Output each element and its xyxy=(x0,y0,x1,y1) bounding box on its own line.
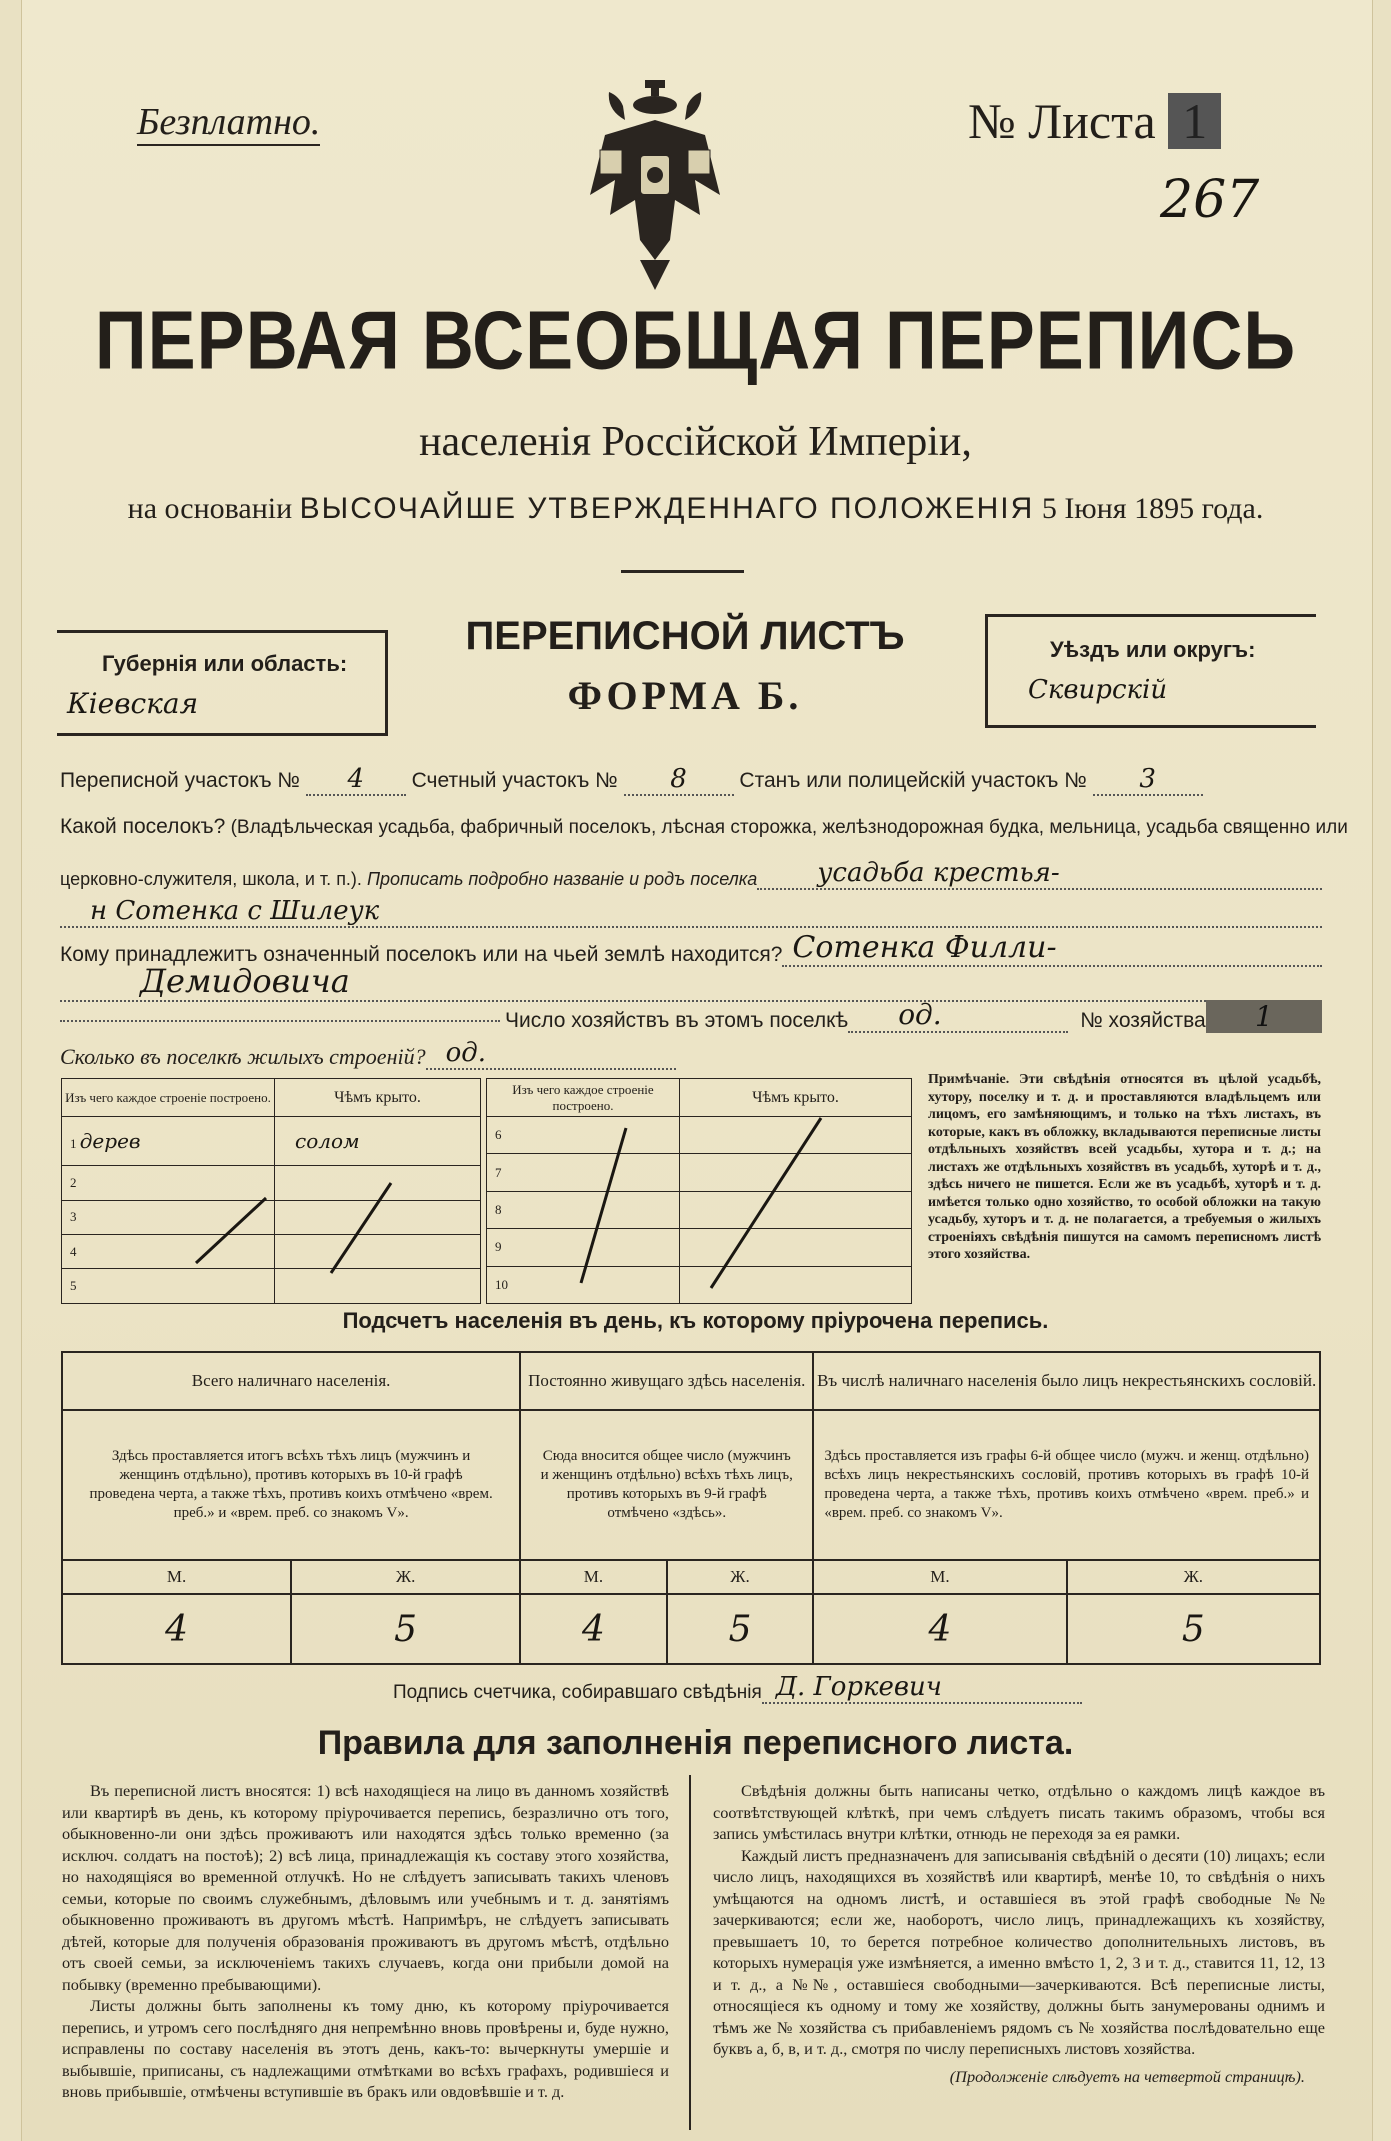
roof-cell[interactable] xyxy=(275,1166,481,1200)
row-number: 6 xyxy=(487,1117,680,1154)
basis-prefix: на основаніи xyxy=(127,492,293,525)
buildings-field[interactable]: од. xyxy=(426,1038,676,1070)
population-sex-row xyxy=(62,1560,1320,1594)
households-row xyxy=(505,998,1322,1033)
signature-row xyxy=(393,1672,1082,1704)
non-peasant-female-value[interactable]: 5 xyxy=(1067,1594,1320,1664)
female-label: Ж. xyxy=(291,1560,520,1594)
table-row xyxy=(62,1166,481,1200)
row-number: 5 xyxy=(62,1269,275,1304)
dotted-line xyxy=(60,1020,500,1022)
buildings-row xyxy=(60,1038,676,1070)
row-number: 4 xyxy=(62,1234,275,1268)
row-number: 7 xyxy=(487,1154,680,1191)
rules-paragraph: Свѣдѣнія должны быть написаны четко, отдѣльно о каждомъ лицѣ каждое въ соотвѣтствующей клѣткѣ, при чемъ слѣдуетъ писать такимъ образомъ, чтобы вся запись умѣстилась внутри клѣтки, отнюдь не переходя за ея рамки. xyxy=(713,1781,1325,1843)
continued-note: (Продолженіе слѣдуетъ на четвертой страницѣ). xyxy=(949,2066,1305,2086)
material-header: Изъ чего каждое строеніе построено. xyxy=(62,1079,275,1117)
row-number: 3 xyxy=(62,1200,275,1234)
table-row xyxy=(62,1269,481,1304)
document-subtitle: населенія Россійской Имперіи, xyxy=(419,419,972,465)
non-peasant-title: Въ числѣ наличнаго населенія было лицъ некрестьянскихъ сословій. xyxy=(813,1352,1320,1410)
census-district-field[interactable]: 4 xyxy=(306,764,406,796)
sheet-title: ПЕРЕПИСНОЙ ЛИСТЪ xyxy=(465,614,905,658)
total-male-value[interactable]: 4 xyxy=(62,1594,291,1664)
total-present-title: Всего наличнаго населенія. xyxy=(62,1352,520,1410)
roof-header: Чѣмъ крыто. xyxy=(275,1079,481,1117)
roof-cell[interactable] xyxy=(680,1191,912,1228)
district-box xyxy=(985,614,1316,728)
roof-header: Чѣмъ крыто. xyxy=(680,1079,912,1117)
police-district-field[interactable]: 3 xyxy=(1093,764,1203,796)
double-headed-eagle-emblem xyxy=(585,75,725,295)
signature-field[interactable]: Д. Горкевич xyxy=(762,1672,1082,1704)
population-table xyxy=(61,1351,1321,1665)
roof-cell[interactable] xyxy=(680,1229,912,1266)
settlement-hint: (Владѣльческая усадьба, фабричный поселокъ, лѣсная сторожка, желѣзнодорожная будка, мельница, усадьба священно или xyxy=(230,817,1348,838)
counting-district-field[interactable]: 8 xyxy=(624,764,734,796)
buildings-table-right xyxy=(486,1078,912,1304)
document-title: ПЕРВАЯ ВСЕОБЩАЯ ПЕРЕПИСЬ xyxy=(94,295,1297,387)
rules-paragraph: Въ переписной листъ вносятся: 1) всѣ находящіеся на лицо въ данномъ хозяйствѣ или квартирѣ въ день, къ которому пріурочивается перепись, безразлично отъ того, обыкновенно-ли они здѣсь проживаютъ или находятся здѣсь только временно (за исключ. солдатъ на постоѣ); 2) всѣ лица, принадлежащія къ составу этого хозяйства, но находящіяся во временной отлучкѣ. Но не слѣдуетъ записывать такихъ членовъ семьи, которые по своимъ служебнымъ, дѣловымъ или учебнымъ и т. д. занятіямъ обыкновенно проживаютъ въ другомъ мѣстѣ. Напримѣръ, не слѣдуетъ записывать дѣтей, которые для полученія образованія проживаютъ въ другомъ мѣстѣ, отдѣльно отъ своей семьи, за исключеніемъ такихъ случаевъ, когда они прибыли домой на побывку (временно пребывающими). xyxy=(62,1781,669,1994)
table-row xyxy=(62,1234,481,1268)
sheet-number-handwritten: 267 xyxy=(1160,170,1260,230)
permanent-residents-desc: Сюда вносится общее число (мужчинъ и женщинъ отдѣльно) всѣхъ тѣхъ лицъ, противъ которыхъ въ 9-й графѣ отмѣчено «здѣсь». xyxy=(520,1410,813,1560)
settlement-row-2 xyxy=(60,858,1322,890)
roof-cell[interactable] xyxy=(680,1154,912,1191)
roof-cell[interactable] xyxy=(680,1117,912,1154)
census-district-label: Переписной участокъ № xyxy=(60,769,300,792)
row-number: 8 xyxy=(487,1191,680,1228)
population-titles-row xyxy=(62,1352,1320,1410)
male-label: М. xyxy=(813,1560,1066,1594)
buildings-table xyxy=(61,1078,912,1304)
rules-title: Правила для заполненія переписного листа. xyxy=(317,1724,1074,1762)
settlement-row xyxy=(60,815,1348,839)
sheet-number-crossed: 1 xyxy=(1168,93,1221,149)
column-divider xyxy=(689,1775,691,2130)
row-number: 9 xyxy=(487,1229,680,1266)
rules-paragraph: Листы должны быть заполнены къ тому дню, къ которому пріурочивается перепись, и утромъ сего послѣдняго дня непремѣнно вновь провѣрены и, буде нужно, исправлены по составу населенія въ этотъ день, какъ-то: вычеркнуты умершіе и выбывшіе, приписаны, съ надлежащими отмѣтками во всѣхъ графахъ, родившіеся и вновь прибывшіе, отмѣчены вступившіе въ бракъ или овдовѣвшіе и т. д. xyxy=(62,1996,669,2101)
population-desc-row xyxy=(62,1410,1320,1560)
settlement-instruction: Прописать подробно названіе и родъ поселка xyxy=(366,869,758,889)
table-row xyxy=(487,1154,912,1191)
permanent-female-value[interactable]: 5 xyxy=(667,1594,814,1664)
row-number: 2 xyxy=(62,1166,275,1200)
population-heading: Подсчетъ населенія въ день, къ которому пріурочена перепись. xyxy=(342,1308,1049,1333)
material-header: Изъ чего каждое строеніе построено. xyxy=(487,1079,680,1117)
table-row xyxy=(487,1191,912,1228)
sheet-number-label xyxy=(968,92,1221,150)
table-row xyxy=(62,1117,481,1166)
settlement-field-1[interactable]: усадьба крестья- xyxy=(757,858,1322,890)
district-value[interactable]: Сквирскій xyxy=(1028,675,1168,705)
row-number: 1 xyxy=(70,1136,77,1151)
households-label: Число хозяйствъ въ этомъ поселкѣ xyxy=(505,1009,849,1032)
buildings-label: Сколько въ поселкѣ жилыхъ строеній? xyxy=(60,1044,426,1069)
signature-label: Подпись счетчика, собиравшаго свѣдѣнія xyxy=(393,1682,762,1703)
legal-basis-line xyxy=(0,492,1391,526)
household-no-label: № хозяйства xyxy=(1080,1009,1206,1032)
permanent-male-value[interactable]: 4 xyxy=(520,1594,667,1664)
population-values-row xyxy=(62,1594,1320,1664)
female-label: Ж. xyxy=(667,1560,814,1594)
non-peasant-male-value[interactable]: 4 xyxy=(813,1594,1066,1664)
province-value[interactable]: Кіевская xyxy=(67,687,199,720)
household-no-field[interactable]: 1 xyxy=(1206,1000,1322,1033)
rules-left-column xyxy=(62,1780,669,2103)
province-label: Губернія или область: xyxy=(102,651,348,676)
total-present-desc: Здѣсь проставляется итогъ всѣхъ тѣхъ лицъ (мужчинъ и женщинъ отдѣльно), противъ которыхъ въ 10-й графѣ проведена черта, а также тѣхъ, противъ коихъ отмѣчено «врем. преб.» и «врем. преб. со знакомъ V». xyxy=(62,1410,520,1560)
roof-cell[interactable] xyxy=(275,1234,481,1268)
police-district-label: Станъ или полицейскій участокъ № xyxy=(739,769,1087,792)
counting-district-label: Счетный участокъ № xyxy=(411,769,618,792)
owner-label: Кому принадлежитъ означенный поселокъ или на чьей землѣ находится? xyxy=(60,943,783,966)
roof-cell[interactable] xyxy=(275,1269,481,1304)
permanent-residents-title: Постоянно живущаго здѣсь населенія. xyxy=(520,1352,813,1410)
districts-row xyxy=(60,764,1203,796)
free-label: Безплатно. xyxy=(137,100,320,146)
settlement-field-2[interactable]: н Сотенка с Шилеук xyxy=(60,896,1322,928)
male-label: М. xyxy=(520,1560,667,1594)
roof-cell[interactable]: солом xyxy=(275,1117,481,1166)
total-female-value[interactable]: 5 xyxy=(291,1594,520,1664)
rules-right-column xyxy=(713,1780,1325,2087)
table-row xyxy=(487,1117,912,1154)
owner-field-2[interactable]: Демидовича xyxy=(60,962,1322,1002)
roof-cell[interactable] xyxy=(275,1200,481,1234)
male-label: М. xyxy=(62,1560,291,1594)
rules-paragraph: Каждый листъ предназначенъ для записыванія свѣдѣній о десяти (10) лицахъ; если число лицъ, находящихся въ хозяйствѣ или квартирѣ, менѣе 10, то свѣдѣнія о нихъ умѣщаются на одномъ листѣ, и оставшіеся въ этой графѣ свободные №№ зачеркиваются; если же, наоборотъ, число лицъ, принадлежащихъ къ хозяйству, превышаетъ 10, то берется потребное количество дополнительныхъ листовъ, въ которыхъ нумерація уже измѣняется, а именно вмѣсто 1, 2, 3 и т. д., ставится 11, 12, 13 и т. д., а №№, оставшіеся свободными—зачеркиваются. Всѣ переписные листы, относящіеся къ одному и тому же хозяйству, должны быть занумерованы однимъ и тѣмъ же № хозяйства съ прибавленіемъ рядомъ съ № хозяйства послѣдовательно еще буквъ а, б, в, и т. д., смотря по числу переписныхъ листовъ хозяйства. xyxy=(713,1845,1325,2058)
title-divider xyxy=(621,570,744,573)
row-number: 10 xyxy=(487,1266,680,1303)
female-label: Ж. xyxy=(1067,1560,1320,1594)
buildings-table-left xyxy=(61,1078,481,1304)
basis-caps: ВЫСОЧАЙШЕ УТВЕРЖДЕННАГО ПОЛОЖЕНІЯ xyxy=(299,492,1035,525)
district-label: Уѣздъ или округъ: xyxy=(1050,637,1256,662)
roof-cell[interactable] xyxy=(680,1266,912,1303)
settlement-label: Какой поселокъ? xyxy=(60,815,226,838)
non-peasant-desc: Здѣсь проставляется изъ графы 6-й общее число (мужч. и женщ. отдѣльно) всѣхъ лицъ некрестьянскихъ сословій, противъ которыхъ въ графѣ 10-й проведена черта, а также тѣхъ, противъ коихъ отмѣчено «врем. преб.» и «врем. преб. со знакомъ V». xyxy=(813,1410,1320,1560)
note-text: Примѣчаніе. Эти свѣдѣнія относятся въ цѣлой усадьбѣ, хутору, поселку и т. д. и проставляются владѣльцемъ или лицомъ, его замѣняющимъ, и только на тѣхъ листахъ, въ которые, какъ въ обложку, вкладываются переписные листы отдѣльныхъ хозяйствъ всей усадьбы, хутора и т. д.; на листахъ же отдѣльныхъ хозяйствъ въ усадьбѣ, хуторѣ и т. д., здѣсь ничего не пишется. Если же въ усадьбѣ, хуторѣ и т. д. имѣется только одно хозяйство, то особой обложки на такую усадьбу, хуторъ и т. д. не полагается, а требуемыя о жилыхъ строеніяхъ свѣдѣнія пишутся на самомъ переписномъ листѣ этого хозяйства. xyxy=(928,1072,1321,1262)
province-box xyxy=(57,630,388,736)
table-row xyxy=(487,1266,912,1303)
households-field[interactable]: од. xyxy=(848,998,1068,1033)
settlement-hint-2: церковно-служителя, школа, и т. п.). xyxy=(60,869,362,889)
material-cell[interactable]: дерев xyxy=(79,1129,141,1153)
sheet-label: № Листа xyxy=(968,93,1156,149)
table-row xyxy=(487,1229,912,1266)
form-name: ФОРМА Б. xyxy=(567,673,803,718)
table-row xyxy=(62,1200,481,1234)
owner-field-1[interactable]: Сотенка Филли- xyxy=(782,930,1322,967)
basis-date: 5 Іюня 1895 года. xyxy=(1041,492,1264,525)
